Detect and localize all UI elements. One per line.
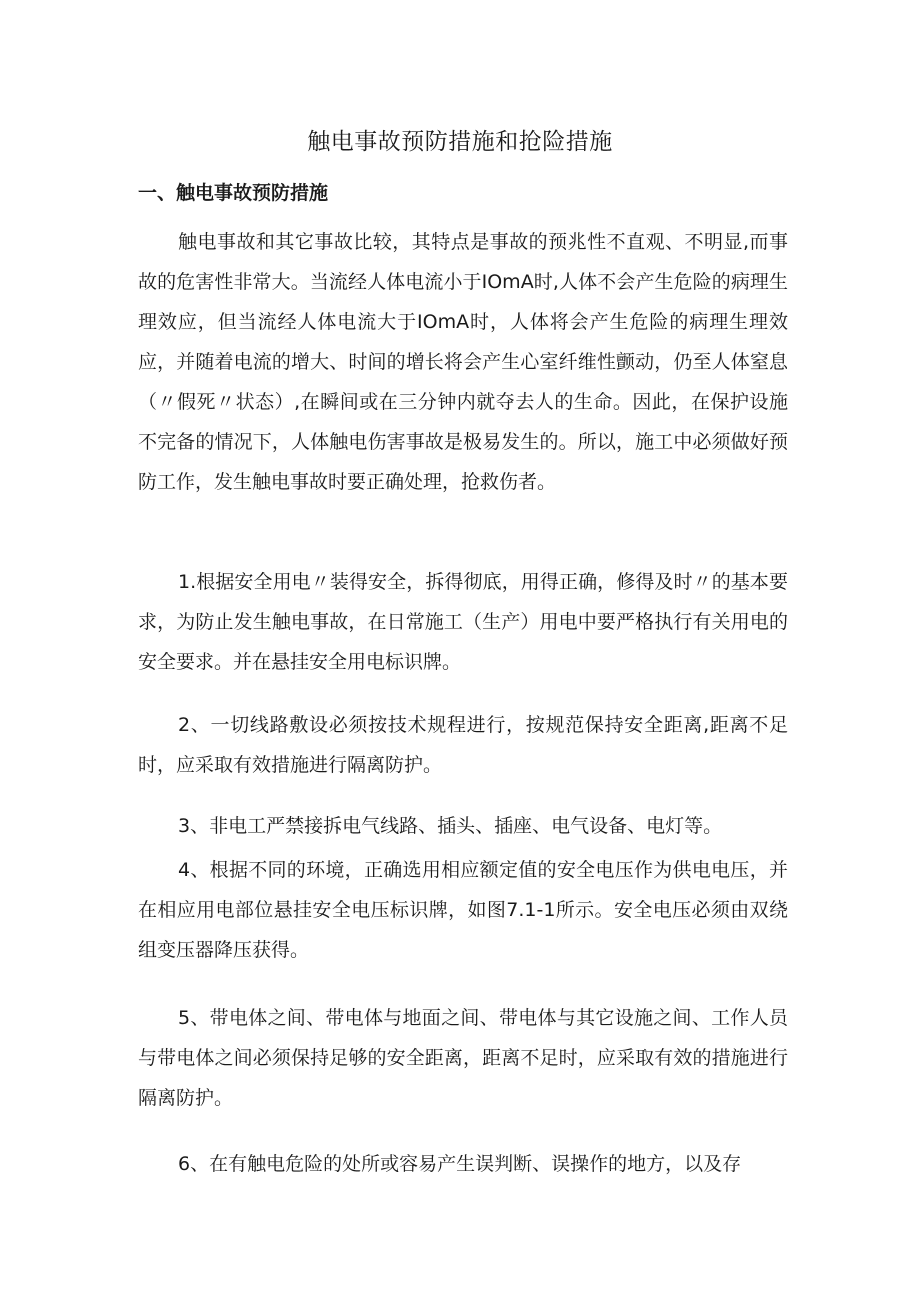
paragraph-item-5: 5、带电体之间、带电体与地面之间、带电体与其它设施之间、工作人员与带电体之间必须保持足够的安全距离，距离不足时，应采取有效的措施进行隔离防护。 [138,1007,788,1109]
paragraph-intro: 触电事故和其它事故比较，其特点是事故的预兆性不直观、不明显,而事故的危害性非常大。当流经人体电流小于IOmA时,人体不会产生危险的病理生理效应，但当流经人体电流大于IOmA时，人体将会产生危险的病理生理效应，并随着电流的增大、时间的增长将会产生心室纤维性颤动，仍至人体窒息（〃假死〃状态）,在瞬间或在三分钟内就夺去人的生命。因此，在保护设施不完备的情况下，人体触电伤害事故是极易发生的。所以，施工中必须做好预防工作，发生触电事故时要正确处理，抢救伤者。 [138,231,788,493]
paragraph-item-3: 3、非电工严禁接拆电气线路、插头、插座、电气设备、电灯等。 [178,815,723,837]
section-heading: 一、触电事故预防措施 [138,182,329,204]
paragraph-item-2: 2、一切线路敷设必须按技术规程进行，按规范保持安全距离,距离不足时，应采取有效措施进行隔离防护。 [138,714,788,776]
paragraph-item-6: 6、在有触电危险的处所或容易产生误判断、误操作的地方，以及存 [178,1153,742,1175]
paragraph-item-1: 1.根据安全用电〃装得安全，拆得彻底，用得正确，修得及时〃的基本要求，为防止发生触电事故，在日常施工（生产）用电中要严格执行有关用电的安全要求。并在悬挂安全用电标识牌。 [138,571,788,673]
paragraph-item-4: 4、根据不同的环境，正确选用相应额定值的安全电压作为供电电压，并在相应用电部位悬挂安全电压标识牌，如图7.1-1所示。安全电压必须由双绕组变压器降压获得。 [138,859,788,961]
document-title: 触电事故预防措施和抢险措施 [307,129,613,155]
